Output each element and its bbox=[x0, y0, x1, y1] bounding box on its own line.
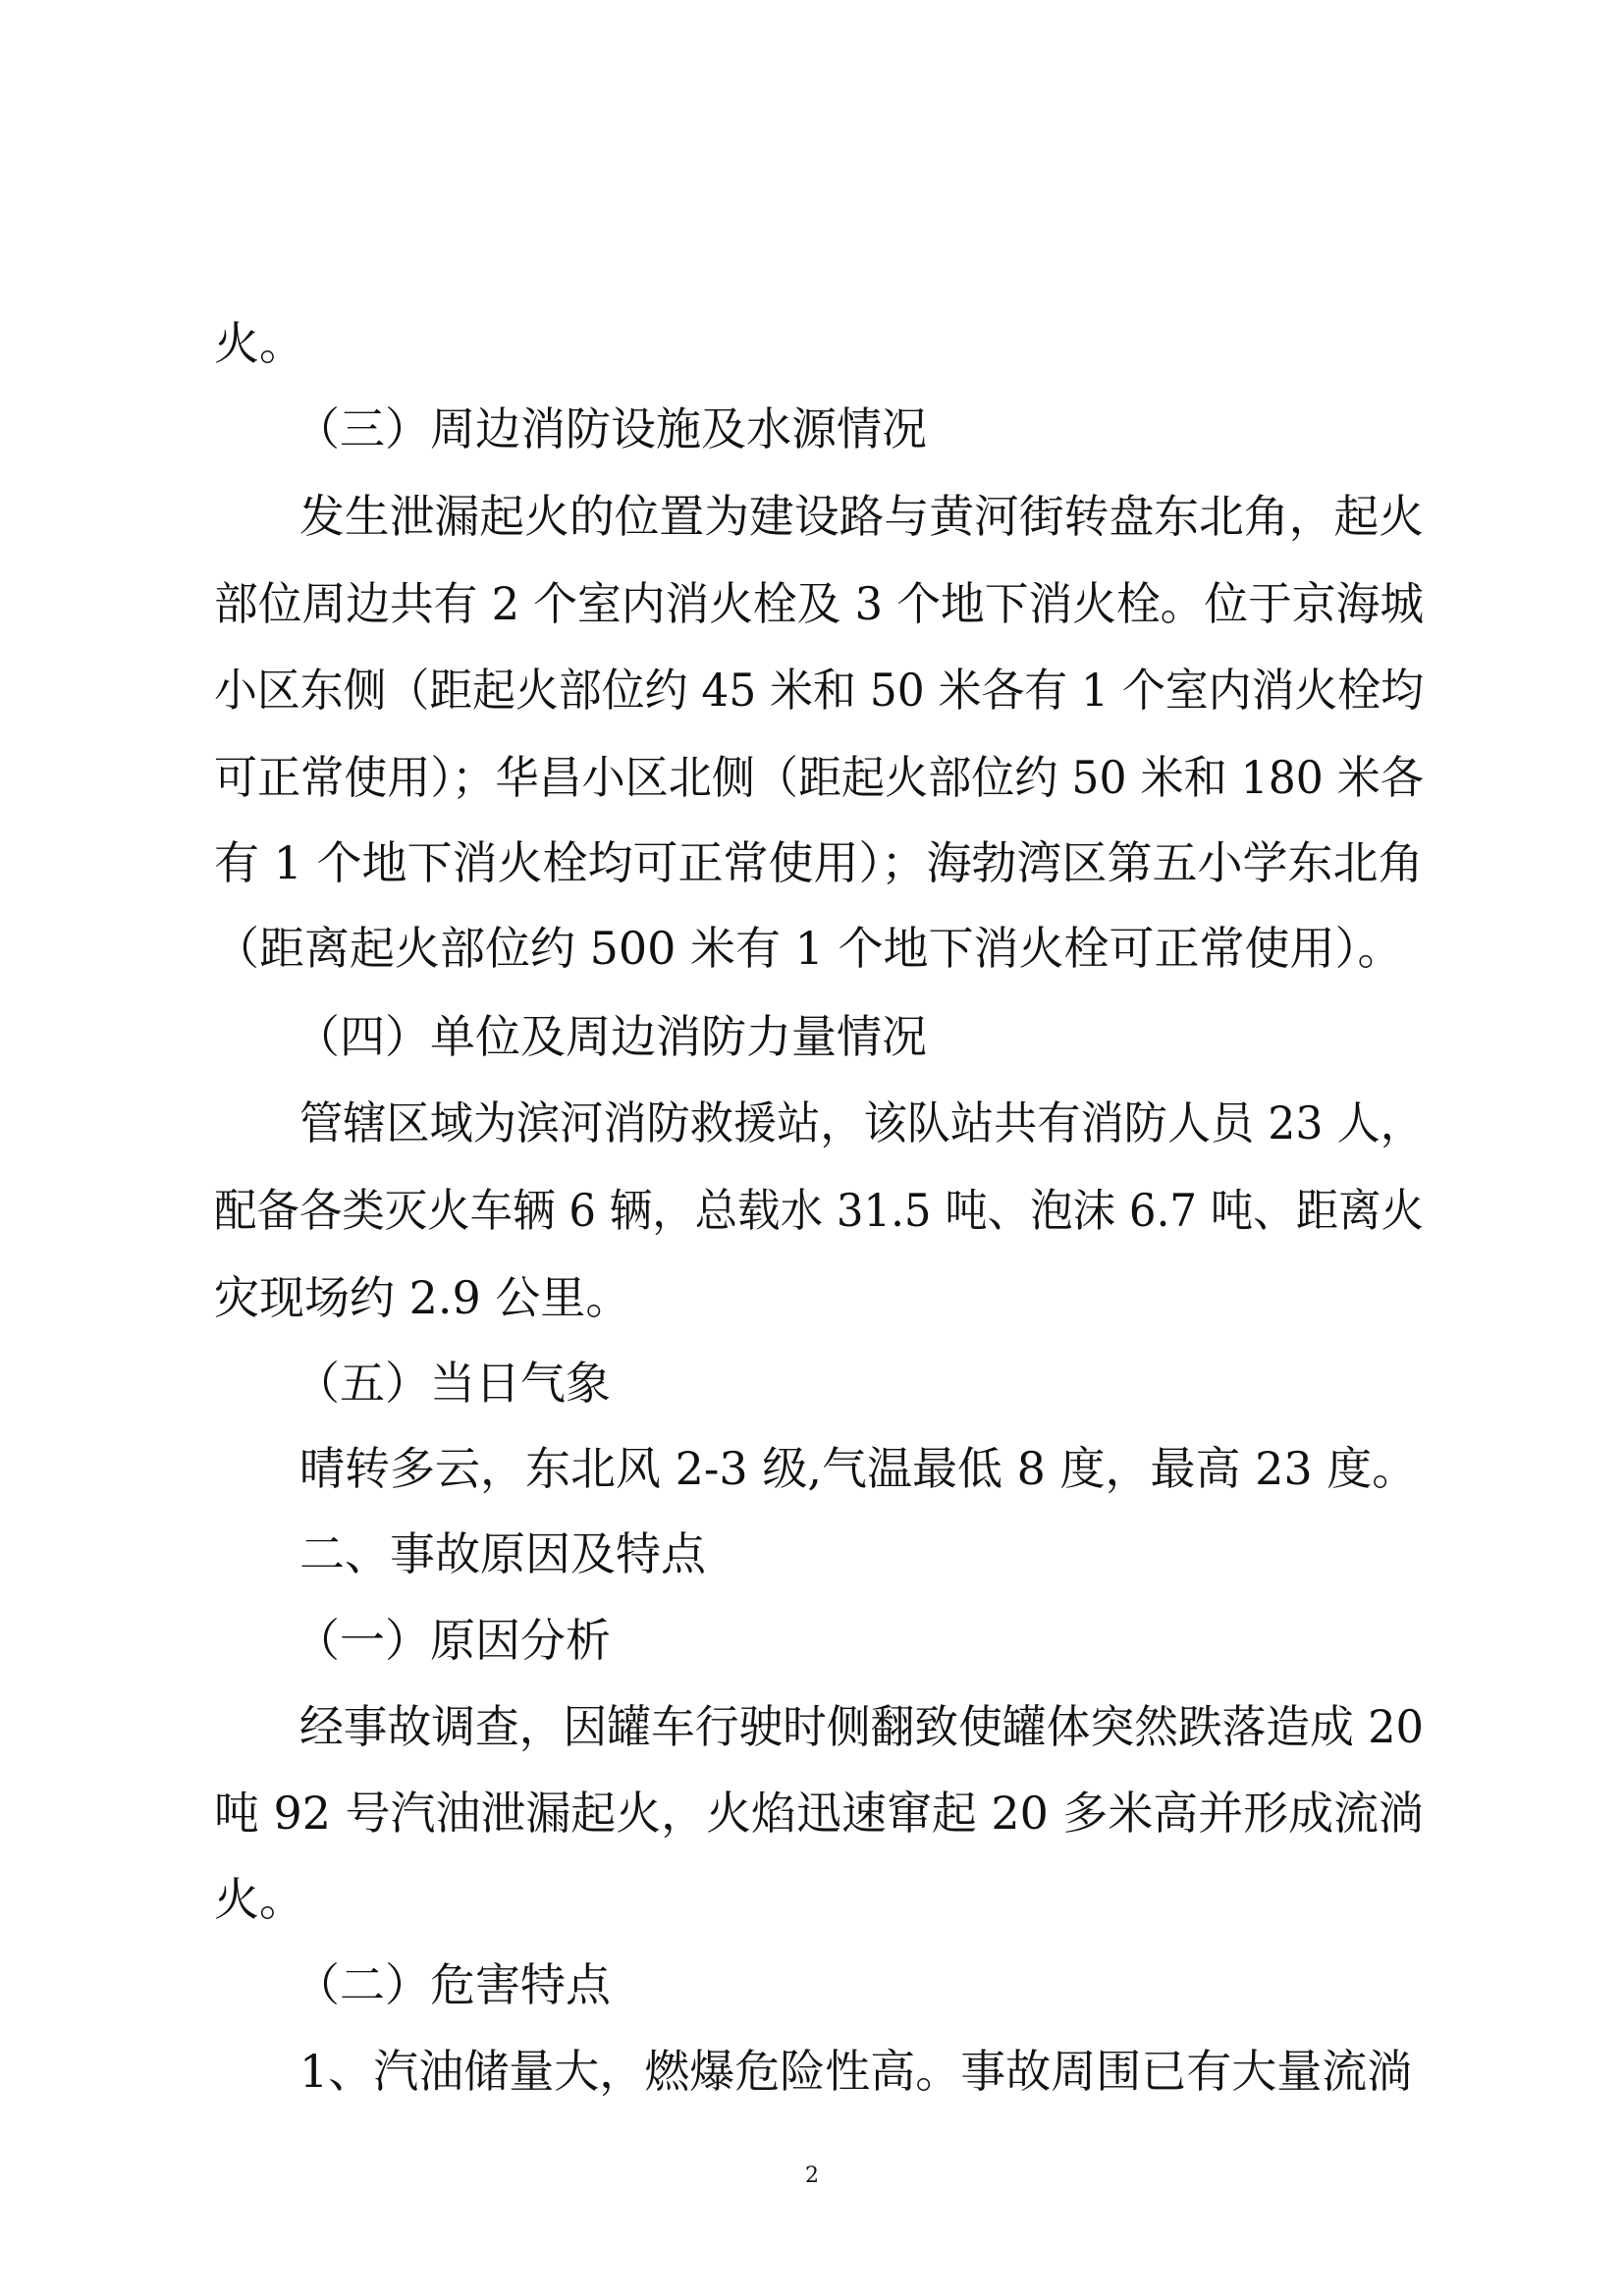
text-line: 吨 92 号汽油泄漏起火，火焰迅速窜起 20 多米高并形成流淌 bbox=[214, 1787, 1424, 1840]
text-line: 晴转多云，东北风 2-3 级,气温最低 8 度，最高 23 度。 bbox=[299, 1442, 1418, 1495]
text-line: 灾现场约 2.9 公里。 bbox=[214, 1271, 631, 1324]
text-line: 部位周边共有 2 个室内消火栓及 3 个地下消火栓。位于京海城 bbox=[214, 577, 1425, 630]
page-number: 2 bbox=[805, 2163, 819, 2188]
text-line: 小区东侧（距起火部位约 45 米和 50 米各有 1 个室内消火栓均 bbox=[214, 664, 1424, 717]
section-heading: （四）单位及周边消防力量情况 bbox=[295, 1010, 927, 1063]
section-heading: （一）原因分析 bbox=[295, 1614, 611, 1667]
text-line: 火。 bbox=[214, 317, 304, 370]
text-line: 可正常使用）；华昌小区北侧（距起火部位约 50 米和 180 米各 bbox=[214, 751, 1424, 804]
chapter-heading: 二、事故原因及特点 bbox=[299, 1527, 706, 1580]
section-heading: （五）当日气象 bbox=[295, 1357, 611, 1410]
text-line: 火。 bbox=[214, 1873, 304, 1926]
text-line: 有 1 个地下消火栓均可正常使用）；海勃湾区第五小学东北角 bbox=[214, 836, 1424, 889]
text-line: （距离起火部位约 500 米有 1 个地下消火栓可正常使用）。 bbox=[214, 922, 1403, 975]
section-heading: （二）危害特点 bbox=[295, 1958, 611, 2011]
text-line: 发生泄漏起火的位置为建设路与黄河街转盘东北角，起火 bbox=[299, 490, 1425, 543]
text-line: 1、汽油储量大，燃爆危险性高。事故周围已有大量流淌 bbox=[299, 2045, 1413, 2098]
text-line: 经事故调查，因罐车行驶时侧翻致使罐体突然跌落造成 20 bbox=[299, 1700, 1425, 1753]
text-line: 配备各类灭火车辆 6 辆，总载水 31.5 吨、泡沫 6.7 吨、距离火 bbox=[214, 1184, 1425, 1237]
text-line: 管辖区域为滨河消防救援站，该队站共有消防人员 23 人， bbox=[299, 1096, 1424, 1149]
section-heading: （三）周边消防设施及水源情况 bbox=[295, 402, 927, 455]
